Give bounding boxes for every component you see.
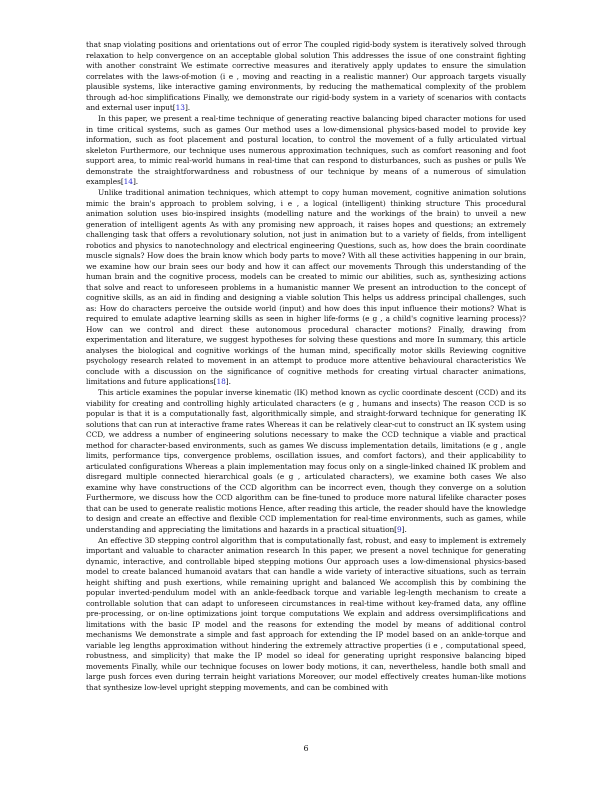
paragraph-text: In this paper, we present a real-time technique of generating reactive balancing biped character motions for used in time critical systems, such as games Our method uses a low-dimensional physics-based model to provide key information, such as foot placement and postural location, to control the movement of a fully articulated virtual skeleton Furthermore, our technique uses numerous approximation techniques, such as comfort reasoning and foot support area, to mimic real-world humans in real-time that can respond to disturbances, such as pushes or pulls We demonstrate the straightforwardness and robustness of our technique by means of a numerous of simulation examples[ [86, 114, 526, 187]
citation-link[interactable]: 14 [123, 177, 133, 187]
paragraph-text: This article examines the popular inverse kinematic (IK) method known as cyclic coordinate descent (CCD) and its viability for creating and controlling highly articulated characters (e g , humans and insects) The reason CCD is so popular is that it is a computationally fast, algorithmically simple, and straight-forward technique for generating IK solutions that can run at interactive frame rates Whereas it can be relatively clear-cut to construct an IK system using CCD, we address a number of engineering solutions necessary to make the CCD technique a viable and practical method for character-based environments, such as games We discuss implementation details, limitations (e g , angle limits, performance tips, convergence problems, oscillation issues, and comfort factors), and their applicability to articulated configurations Whereas a plain implementation may focus only on a single-linked chained IK problem and disregard multiple connected hierarchical goals (e g , articulated characters), we examine both cases We also examine why have constructions of the CCD algorithm can be incorrect even, though they converge on a solution Furthermore, we discuss how the CCD algorithm can be fine-tuned to produce more natural lifelike character poses that can be used to generate realistic motions Hence, after reading this article, the reader should have the knowledge to design and create an effective and flexible CCD implementation for real-time environments, such as games, while understanding and appreciating the limitations and hazards in a practical situation[ [86, 388, 526, 534]
paragraph-4 [86, 388, 526, 535]
page-number: 6 [303, 744, 309, 753]
citation-link[interactable]: 18 [216, 377, 226, 387]
paragraph-text: An effective 3D stepping control algorithm that is computationally fast, robust, and easy to implement is extremely important and valuable to character animation research In this paper, we present a novel technique for generating dynamic, interactive, and controllable biped stepping motions Our approach uses a low-dimensional physics-based model to create balanced humanoid avatars that can handle a wide variety of interactive situations, such as terrain height shifting and push exertions, while remaining upright and balanced We accomplish this by combining the popular inverted-pendulum model with an ankle-feedback torque and variable leg-length mechanism to create a controllable solution that can adapt to unforeseen circumstances in real-time without key-framed data, any offline pre-processing, or on-line optimizations joint torque computations We explain and address oversimplifications and limitations with the basic IP model and the reasons for extending the model by means of additional control mechanisms We demonstrate a simple and fast approach for extending the IP model based on an ankle-torque and variable leg lengths approximation without hindering the extremely attractive properties (i e , computational speed, robustness, and simplicity) that make the IP model so ideal for generating upright responsive balancing biped movements Finally, while our technique focuses on lower body motions, it can, nevertheless, handle both small and large push forces even during terrain height variations Moreover, our model effectively creates human-like motions that synthesize low-level upright stepping movements, and can be combined with [86, 535, 526, 692]
citation-link[interactable]: 13 [175, 103, 185, 112]
page-body [86, 40, 526, 694]
paragraph-tail: ]. [184, 103, 191, 112]
paragraph-1 [86, 40, 526, 114]
paragraph-tail: ]. [225, 377, 231, 387]
paragraph-3 [86, 188, 526, 388]
paragraph-5 [86, 536, 526, 694]
paragraph-text: Unlike traditional animation techniques, which attempt to copy human movement, cognitive animation solutions mimic the brain's approach to problem solving, i e , a logical (intelligent) thinking structure This procedural animation solution uses bio-inspired insights (modelling nature and the workings of the brain) to unveil a new generation of intelligent agents As with any promising new approach, it raises hopes and questions; an extremely challenging task that offers a revolutionary solution, not just in animation but to a variety of fields, from intelligent robotics and physics to nanotechnology and electrical engineering Questions, such as, how does the brain coordinate muscle signals? How does the brain know which body parts to move? With all these activities happening in our brain, we examine how our brain sees our body and how it can affect our movements Through this understanding of the human brain and the cognitive process, models can be created to mimic our abilities, such as, synthesizing actions that solve and react to unforeseen problems in a humanistic manner We present an introduction to the concept of cognitive skills, as an aid in finding and designing a viable solution This helps us address principal challenges, such as: How do characters perceive the outside world (input) and how does this input influence their motions? What is required to emulate adaptive learning skills as seen in higher life-forms (e g , a child's cognitive learning process)? How can we control and direct these autonomous procedural character motions? Finally, drawing from experimentation and literature, we suggest hypotheses for solving these questions and more In summary, this article analyses the biological and cognitive workings of the human mind, specifically motor skills Reviewing cognitive psychology research related to movement in an attempt to produce more attentive behavioural characteristics We conclude with a discussion on the significance of cognitive methods for creating virtual character animations, limitations and future applications[ [86, 188, 526, 387]
citation-link[interactable]: 9 [397, 524, 402, 534]
paragraph-2 [86, 114, 526, 188]
paragraph-text: that snap violating positions and orientations out of error The coupled rigid-body system is iteratively solved through relaxation to help convergence on an acceptable global solution This addresses the issue of one constraint fighting with another constraint We estimate corrective measures and iteratively apply updates to ensure the simulation correlates with the laws-of-motion (i e , moving and reacting in a realistic manner) Our approach targets visually plausible systems, like interactive gaming environments, by reducing the mathematical complexity of the problem through ad-hoc simplifications Finally, we demonstrate our rigid-body system in a variety of scenarios with contacts and external user input[ [86, 40, 526, 112]
paragraph-tail: ]. [401, 524, 407, 534]
paragraph-tail: ]. [132, 177, 139, 187]
